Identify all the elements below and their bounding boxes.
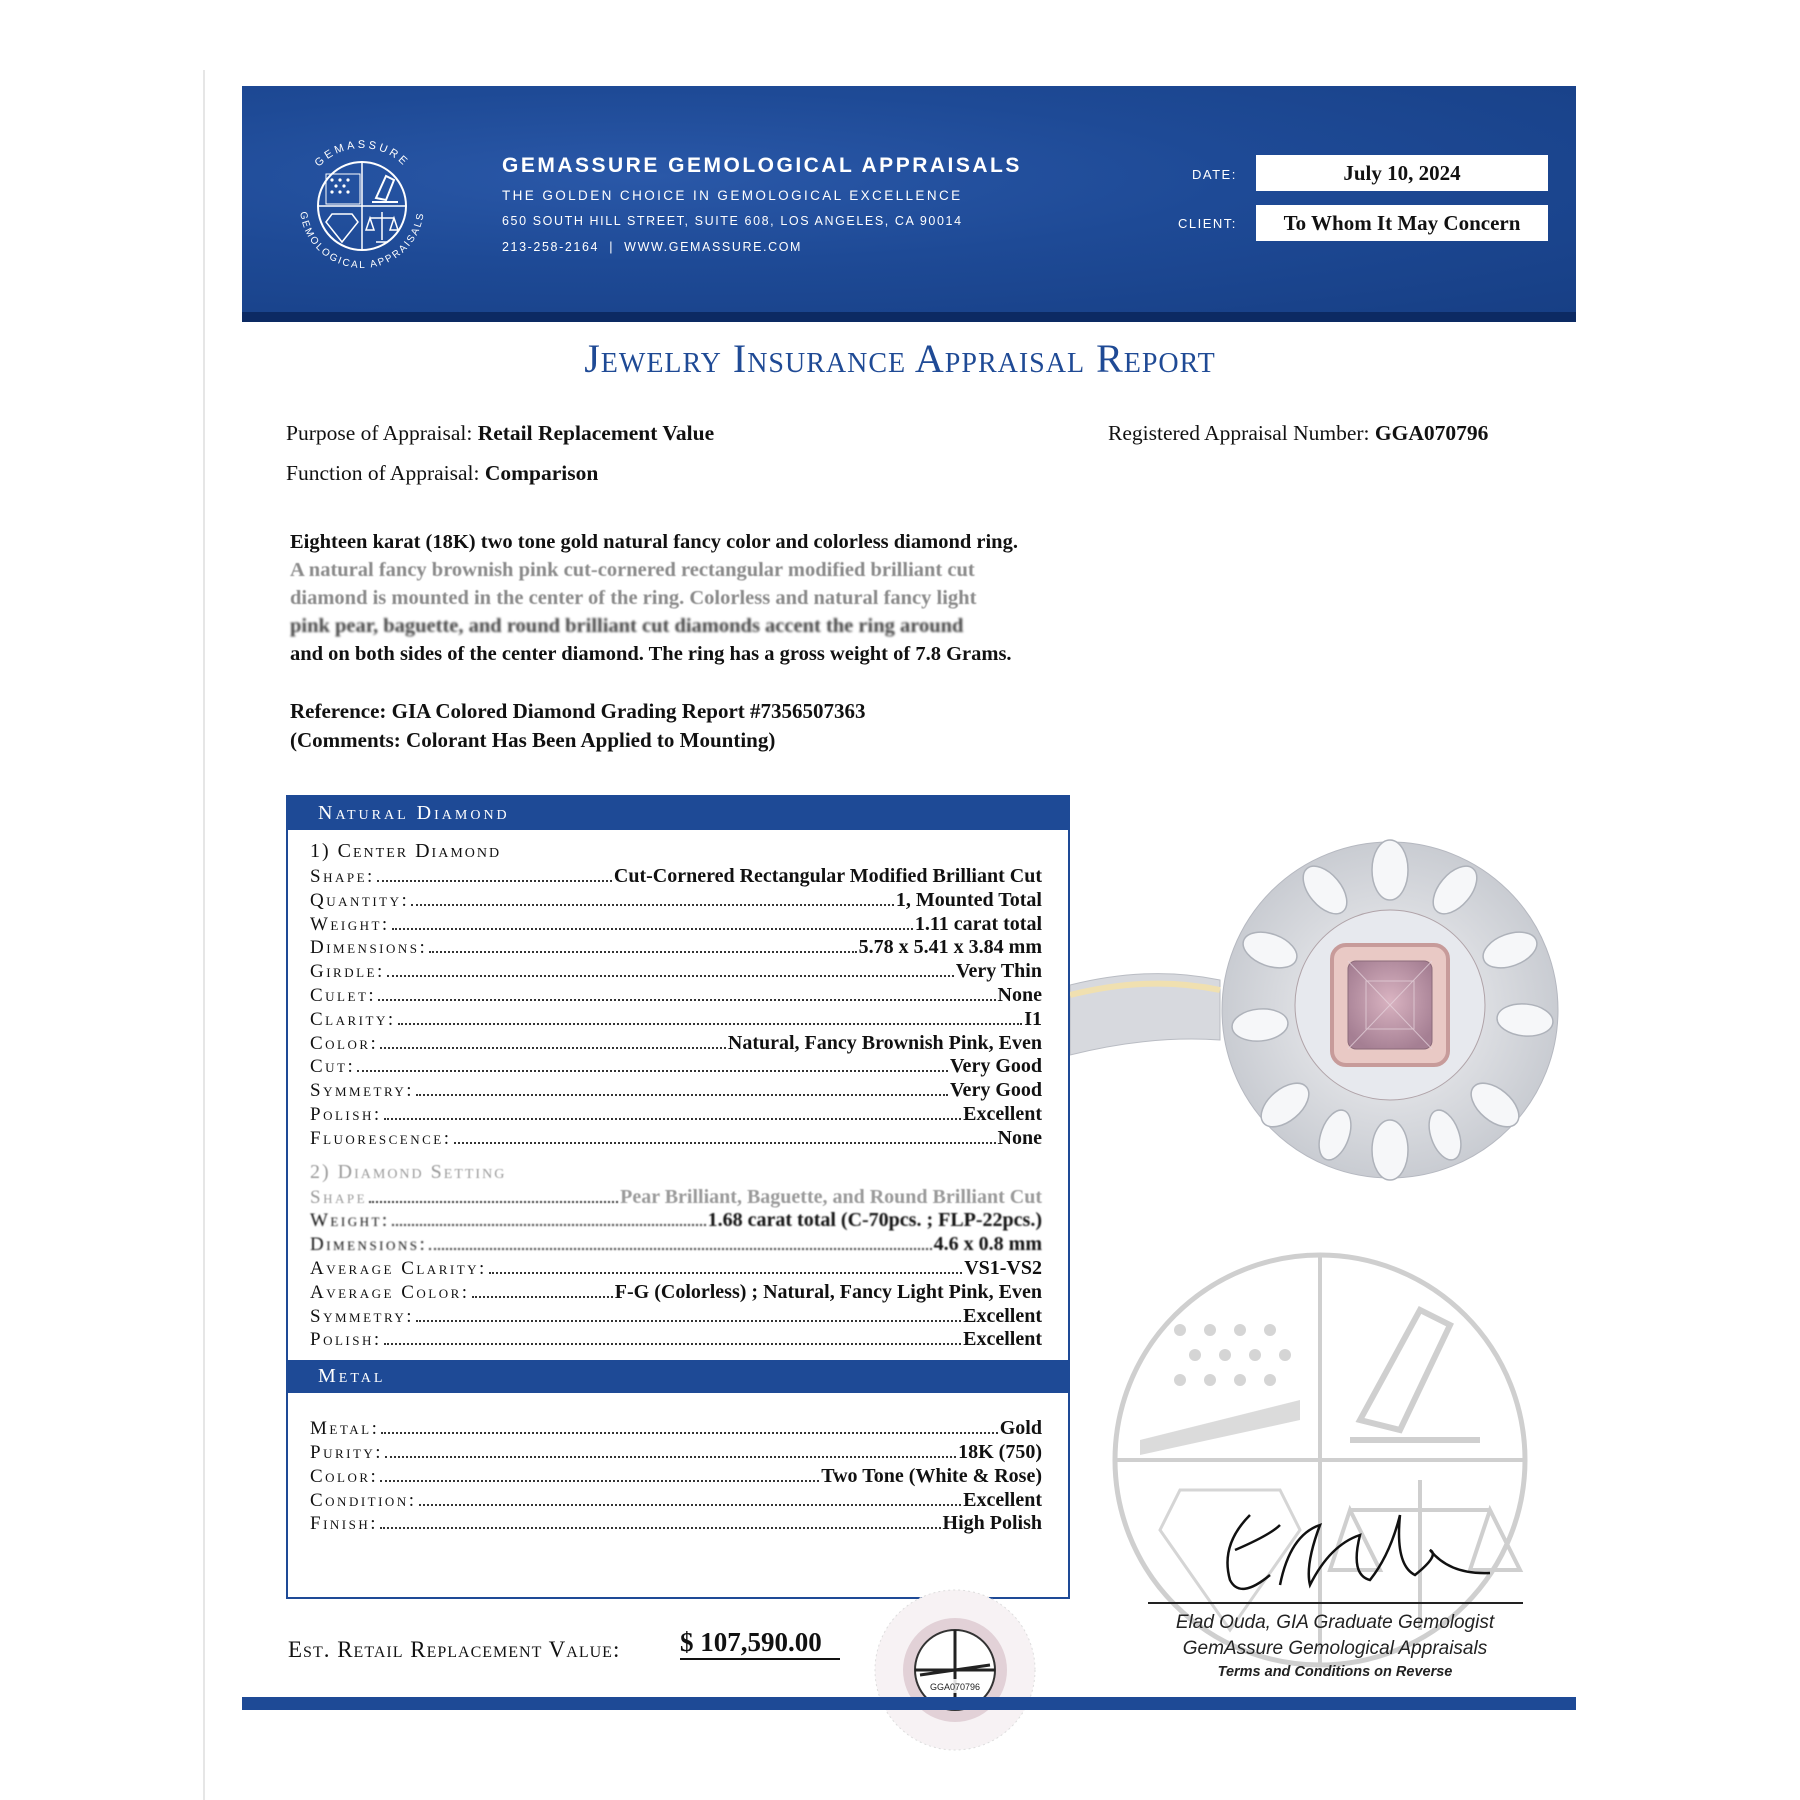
spec-value: Excellent (963, 1102, 1042, 1125)
leader-dots (387, 975, 954, 977)
spec-value: Excellent (963, 1304, 1042, 1327)
spec-value: 18K (750) (958, 1440, 1042, 1463)
specifications-panel (286, 795, 1070, 1599)
spec-value: F-G (Colorless) ; Natural, Fancy Light Pink, Even (614, 1280, 1042, 1303)
spec-label: Cut: (310, 1056, 356, 1078)
leader-dots (380, 1047, 726, 1049)
registration-number: GGA070796 (1374, 421, 1489, 445)
spec-row (310, 1008, 1042, 1032)
leader-dots (398, 1023, 1023, 1025)
purpose-line (286, 421, 714, 446)
leader-dots (385, 1456, 956, 1458)
appraiser-company: GemAssure Gemological Appraisals (1182, 1638, 1488, 1659)
leader-dots (419, 1504, 962, 1506)
spec-label: Condition: (310, 1489, 417, 1511)
center-diamond-section (288, 840, 1068, 1151)
spec-value: VS1-VS2 (964, 1256, 1042, 1279)
leader-dots (454, 1142, 996, 1144)
registration-line (1108, 421, 1488, 446)
spec-value: Very Good (949, 1055, 1042, 1078)
diamond-setting-heading: 2) Diamond Setting (310, 1160, 507, 1183)
leader-dots (377, 880, 612, 882)
leader-dots (472, 1296, 613, 1298)
spec-row (310, 1281, 1042, 1305)
spec-row (310, 865, 1042, 889)
leader-dots (380, 1527, 941, 1529)
company-info (502, 154, 1022, 254)
purpose-value: Retail Replacement Value (477, 421, 715, 445)
spec-row (310, 889, 1042, 913)
leader-dots (429, 1248, 931, 1250)
spec-label: Metal: (310, 1418, 380, 1440)
spec-value: 4.6 x 0.8 mm (933, 1233, 1042, 1256)
company-name: GEMASSURE GEMOLOGICAL APPRAISALS (502, 154, 1022, 177)
spec-row (310, 1127, 1042, 1151)
spec-value: I1 (1024, 1007, 1042, 1030)
leader-dots (378, 999, 995, 1001)
leader-dots (392, 928, 913, 930)
function-line (286, 461, 598, 486)
spec-label: Weight: (310, 1210, 390, 1232)
leader-dots (416, 1094, 948, 1096)
spec-value: Gold (999, 1417, 1042, 1440)
function-label: Function of Appraisal: (286, 461, 480, 485)
client-label: CLIENT: (1178, 216, 1237, 231)
spec-value: Pear Brilliant, Baguette, and Round Brilliant Cut (620, 1185, 1042, 1208)
spec-label: Shape: (310, 866, 375, 887)
natural-diamond-heading: Natural Diamond (288, 797, 1068, 830)
spec-label: Shape (310, 1186, 368, 1208)
spec-row (310, 936, 1042, 960)
item-description (290, 528, 1190, 668)
spec-row (310, 1103, 1042, 1127)
stamp-number: GGA070796 (929, 1682, 981, 1692)
leader-dots (384, 1118, 962, 1120)
spec-label: Purity: (310, 1441, 384, 1463)
estimate-value: $ 107,590.00 (680, 1627, 840, 1660)
date-field: July 10, 2024 (1256, 155, 1548, 191)
spec-row (310, 1079, 1042, 1103)
seal-bottom-text: GEMOLOGICAL APPRAISALS (297, 210, 427, 272)
spec-row (310, 1512, 1042, 1536)
spec-row (310, 960, 1042, 984)
spec-value: Two Tone (White & Rose) (821, 1464, 1042, 1487)
spec-value: None (997, 983, 1042, 1006)
embossed-stamp (870, 1585, 1040, 1755)
leader-dots (489, 1272, 962, 1274)
signature-mark (1210, 1495, 1510, 1605)
ring-photo (1070, 815, 1570, 1205)
leader-dots (392, 1224, 706, 1226)
leader-dots (429, 951, 856, 953)
spec-row (310, 1417, 1042, 1441)
spec-row (310, 984, 1042, 1008)
spec-label: Clarity: (310, 1008, 396, 1030)
purpose-label: Purpose of Appraisal: (286, 421, 473, 445)
spec-value: 1.11 carat total (914, 912, 1042, 935)
center-diamond-heading: 1) Center Diamond (310, 840, 502, 862)
leader-dots (380, 1480, 819, 1482)
spec-row (310, 1186, 1042, 1210)
description-line: and on both sides of the center diamond. The ring has a gross weight of 7.8 Grams. (290, 643, 1012, 665)
leader-dots (384, 1343, 962, 1345)
spec-value: Very Thin (955, 960, 1042, 983)
report-title: Jewelry Insurance Appraisal Report (584, 336, 1216, 381)
spec-label: Fluorescence: (310, 1127, 452, 1149)
spec-label: Polish: (310, 1103, 382, 1125)
letterhead-banner (242, 86, 1576, 322)
spec-label: Weight: (310, 913, 390, 935)
leader-dots (357, 1070, 948, 1072)
leader-dots (411, 904, 894, 906)
spec-label: Symmetry: (310, 1305, 415, 1327)
gemassure-seal-logo (282, 126, 442, 286)
leader-dots (416, 1320, 961, 1322)
comments-line: (Comments: Colorant Has Been Applied to Mounting) (290, 728, 776, 752)
function-value: Comparison (484, 461, 599, 485)
terms-note: Terms and Conditions on Reverse (1217, 1664, 1453, 1680)
diamond-setting-section (288, 1161, 1068, 1353)
description-line: pink pear, baguette, and round brilliant cut diamonds accent the ring around (290, 615, 964, 637)
spec-value: High Polish (942, 1512, 1042, 1535)
spec-label: Color: (310, 1032, 379, 1054)
spec-label: Finish: (310, 1513, 379, 1535)
spec-label: Symmetry: (310, 1080, 415, 1102)
leader-dots (381, 1432, 997, 1434)
spec-row (310, 1055, 1042, 1079)
spec-row (310, 1257, 1042, 1281)
footer-bar (242, 1697, 1576, 1710)
spec-row (310, 1465, 1042, 1489)
spec-label: Quantity: (310, 889, 410, 911)
spec-label: Polish: (310, 1329, 382, 1351)
metal-heading: Metal (288, 1360, 1068, 1393)
leader-dots (369, 1201, 618, 1203)
appraiser-name: Elad Ouda, GIA Graduate Gemologist (1175, 1612, 1495, 1633)
spec-label: Average Clarity: (310, 1257, 487, 1279)
spec-label: Culet: (310, 984, 377, 1006)
spec-row (310, 1441, 1042, 1465)
spec-value: Cut-Cornered Rectangular Modified Brilliant Cut (613, 865, 1042, 887)
spec-label: Dimensions: (310, 937, 428, 959)
date-label: DATE: (1192, 167, 1237, 182)
estimate-label: Est. Retail Replacement Value: (288, 1637, 621, 1662)
spec-row (310, 913, 1042, 937)
description-line: Eighteen karat (18K) two tone gold natural fancy color and colorless diamond ring. (290, 531, 1018, 553)
spec-value: Excellent (963, 1488, 1042, 1511)
description-line: diamond is mounted in the center of the ring. Colorless and natural fancy light (290, 587, 977, 609)
company-contact: 213-258-2164 | WWW.GEMASSURE.COM (502, 240, 803, 254)
registration-label: Registered Appraisal Number: (1108, 421, 1370, 445)
description-line: A natural fancy brownish pink cut-cornered rectangular modified brilliant cut (290, 559, 975, 581)
spec-value: Natural, Fancy Brownish Pink, Even (727, 1031, 1042, 1054)
reference-line: Reference: GIA Colored Diamond Grading Report #7356507363 (290, 699, 866, 723)
reference-block (290, 697, 866, 755)
spec-row (310, 1328, 1042, 1352)
spec-row (310, 1305, 1042, 1329)
spec-value: 5.78 x 5.41 x 3.84 mm (858, 936, 1042, 959)
spec-row (310, 1233, 1042, 1257)
spec-value: 1, Mounted Total (895, 888, 1042, 911)
spec-row (310, 1489, 1042, 1513)
seal-top-text: GEMASSURE (312, 138, 412, 170)
spec-value: Excellent (963, 1328, 1042, 1351)
client-field: To Whom It May Concern (1256, 205, 1548, 241)
signature-line (1148, 1602, 1523, 1604)
spec-label: Average Color: (310, 1281, 470, 1303)
metal-section (288, 1393, 1068, 1536)
spec-label: Color: (310, 1465, 379, 1487)
spec-label: Girdle: (310, 961, 385, 983)
spec-row (310, 1209, 1042, 1233)
spec-value: 1.68 carat total (C-70pcs. ; FLP-22pcs.) (707, 1209, 1042, 1232)
company-tagline: THE GOLDEN CHOICE IN GEMOLOGICAL EXCELLENCE (502, 188, 963, 203)
spec-row (310, 1032, 1042, 1056)
spec-value: Very Good (949, 1079, 1042, 1102)
company-address: 650 SOUTH HILL STREET, SUITE 608, LOS ANGELES, CA 90014 (502, 214, 963, 228)
spec-label: Dimensions: (310, 1234, 428, 1256)
spec-value: None (997, 1126, 1042, 1149)
